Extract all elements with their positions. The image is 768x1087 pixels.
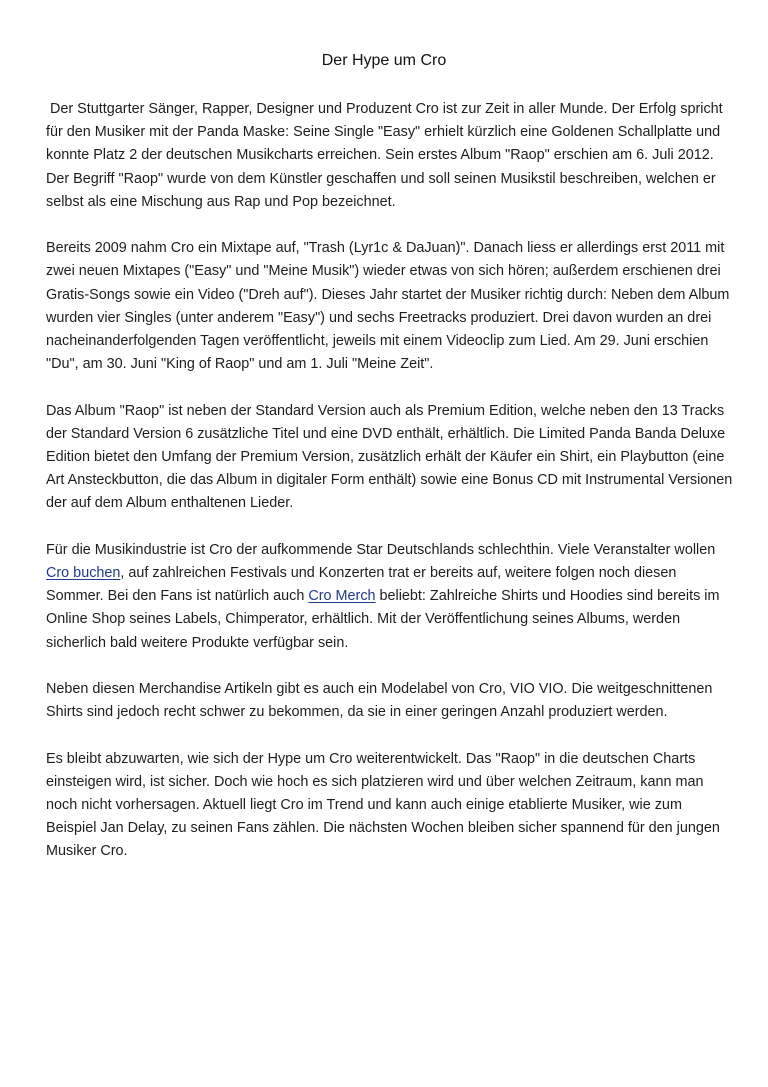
paragraph-intro: Der Stuttgarter Sänger, Rapper, Designer und Produzent Cro ist zur Zeit in aller Munde. Der Erfolg spricht für den Musiker mit der Panda Maske: Seine Single "Easy" erhielt kürzlich eine Goldenen Schallplatte und konnte Platz 2 der deutschen Musikcharts erreichen. Sein erstes Album "Raop" erschien am 6. Juli 2012. Der Begriff "Raop" wurde von dem Künstler geschaffen und soll seinen Musikstil beschreiben, welchen er selbst als eine Mischung aus Rap und Pop bezeichnet.	[46, 101, 723, 210]
paragraph-outlook: Es bleibt abzuwarten, wie sich der Hype um Cro weiterentwickelt. Das "Raop" in die deutschen Charts einsteigen wird, ist sicher. Doch wie hoch es sich platzieren wird und über welchen Zeitraum, kann man noch nicht vorhersagen. Aktuell liegt Cro im Trend und kann auch einige etablierte Musiker, wie zum Beispiel Jan Delay, zu seinen Fans zählen. Die nächsten Wochen bleiben sicher spannend für den jungen Musiker Cro.	[46, 750, 720, 860]
paragraph-history: Bereits 2009 nahm Cro ein Mixtape auf, "Trash (Lyr1c & DaJuan)". Danach liess er allerdings erst 2011 mit zwei neuen Mixtapes ("Easy" und "Meine Musik") wieder etwas von sich hören; außerdem erschienen drei Gratis-Songs sowie ein Video ("Dreh auf"). Dieses Jahr startet der Musiker richtig durch: Neben dem Album wurden vier Singles (unter anderem "Easy") und sechs Freetracks produziert. Drei davon wurden an drei nacheinanderfolgenden Tagen veröffentlicht, jeweils mit einem Videoclip zum Lied. Am 29. Juni erschien "Du", am 30. Juni "King of Raop" und am 1. Juli "Meine Zeit".	[46, 240, 730, 373]
paragraph-text: Für die Musikindustrie ist Cro der aufkommende Star Deutschlands schlechthin. Viele Veranstalter wollen	[46, 541, 716, 558]
paragraph-music-industry	[46, 539, 734, 655]
paragraph-text: beliebt: Zahlreiche Shirts und Hoodies sind bereits im Online Shop seines Labels, Chimperator, erhältlich. Mit der Veröffentlichung seines Albums, werden sicherlich bald weitere Produkte verfügbar sein.	[46, 588, 720, 651]
page-title: Der Hype um Cro	[321, 52, 447, 69]
paragraph-album-editions: Das Album "Raop" ist neben der Standard Version auch als Premium Edition, welche neben den 13 Tracks der Standard Version 6 zusätzliche Titel und eine DVD enthält, erhältlich. Die Limited Panda Banda Deluxe Edition bietet den Umfang der Premium Version, zusätzlich erhält der Käufer ein Shirt, ein Playbutton (eine Art Ansteckbutton, die das Album in digitaler Form enthält) sowie eine Bonus CD mit Instrumental Versionen der auf dem Album enthaltenen Lieder.	[46, 402, 733, 512]
paragraph-text: , auf zahlreichen Festivals und Konzerten trat er bereits auf, weitere folgen noch diesen Sommer. Bei den Fans ist natürlich auch	[46, 565, 677, 605]
article-body	[46, 98, 734, 887]
cro-buchen-link[interactable]: Cro buchen	[46, 565, 121, 582]
cro-merch-link[interactable]: Cro Merch	[308, 588, 376, 605]
paragraph-merchandise: Neben diesen Merchandise Artikeln gibt es auch ein Modelabel von Cro, VIO VIO. Die weitgeschnittenen Shirts sind jedoch recht schwer zu bekommen, da sie in einer geringen Anzahl produziert werden.	[46, 681, 713, 721]
